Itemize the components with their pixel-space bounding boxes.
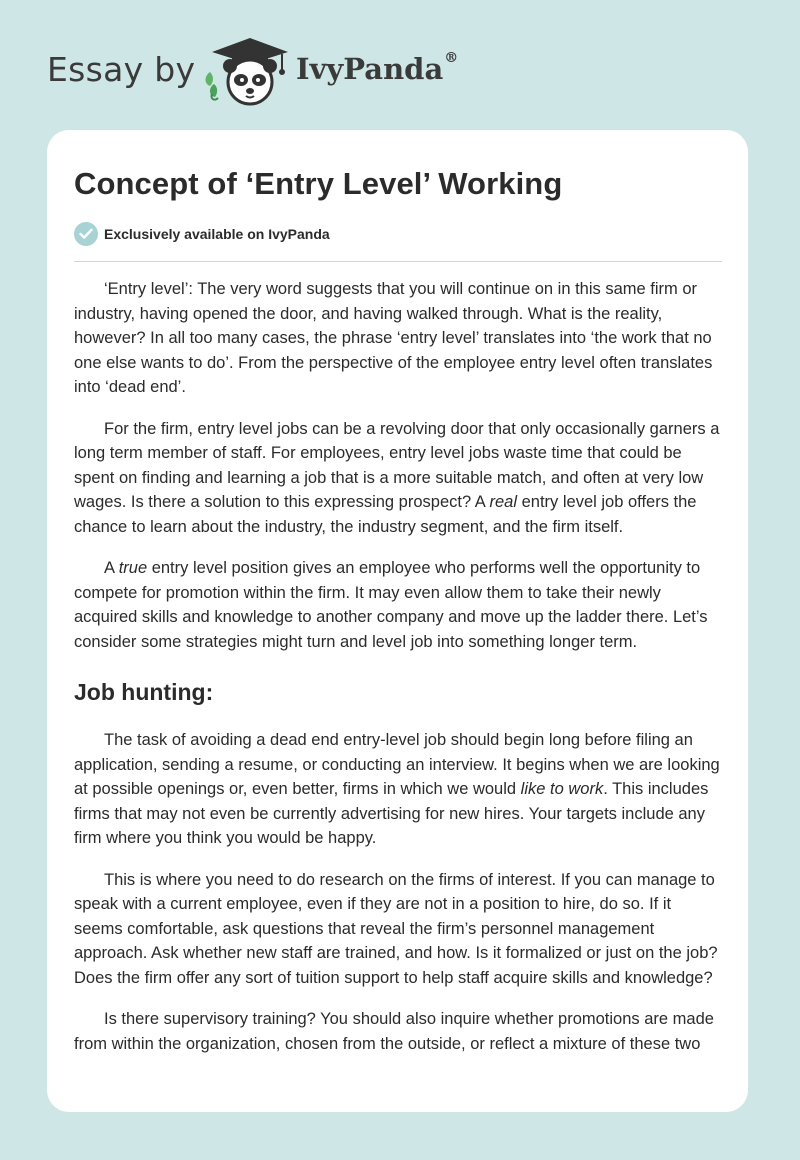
essay-by-label: Essay by [47,50,196,89]
page-title: Concept of ‘Entry Level’ Working [74,166,563,201]
paragraph-1: ‘Entry level’: The very word suggests that you will continue on in this same firm or industry, having opened the door, and having walked through. What is the reality, however? In all too many cases, the phrase ‘entry level’ translates into ‘the work that no one else wants to do’. From the perspective of the employee entry level often translates into ‘dead end’. [74,280,713,396]
paragraph-4: The task of avoiding a dead end entry-level job should begin long before filing an application, sending a resume, or conducting an interview. It begins when we are looking at possible openings or, even better, firms in which we would like to work. This includes firms that may not even be currently advertising for new hires. Your targets include any firm where you think you would be happy. [74,731,720,847]
check-circle-icon [74,222,98,246]
paragraph-6: Is there supervisory training? You should also inquire whether promotions are made from within the organization, chosen from the outside, or reflect a mixture of these two [74,1010,714,1053]
exclusive-badge-text: Exclusively available on IvyPanda [104,226,330,242]
brand-name[interactable] [296,52,458,86]
emphasis-real: real [489,493,518,511]
paragraph-2: For the firm, entry level jobs can be a revolving door that only occasionally garners a long term member of staff. For employees, entry level jobs waste time that could be spent on finding and learning a job that is a more suitable match, and often at very low wages. Is there a solution to this expressing prospect? A real entry level job offers the chance to learn about the industry, the industry segment, and the firm itself. [74,419,720,536]
site-header [0,0,800,120]
emphasis-true: true [118,559,148,577]
paragraph-5: This is where you need to do research on the firms of interest. If you can manage to speak with a current employee, even if they are not in a position to hire, do so. If it seems comfortable, ask questions that reveal the firm’s personnel management approach. Ask whether new staff are trained, and how. Is it formalized or just on the job? Does the firm offer any sort of tuition support to help staff acquire skills and knowledge? [74,870,718,987]
panda-logo-icon[interactable] [200,36,292,108]
brand-text: IvyPanda [296,52,444,86]
essay-card [47,130,748,1112]
essay-body [74,277,724,1073]
exclusive-badge [74,221,330,247]
registered-mark: ® [444,50,459,66]
emphasis-like-to-work: like to work [520,780,604,798]
divider [74,261,722,262]
paragraph-3: A true entry level position gives an employee who performs well the opportunity to compete for promotion within the firm. It may even allow them to take their newly acquired skills and knowledge to another company and move up the ladder there. Let’s consider some strategies might turn and level job into something longer term. [74,559,708,651]
section-heading-job-hunting: Job hunting: [74,679,214,705]
